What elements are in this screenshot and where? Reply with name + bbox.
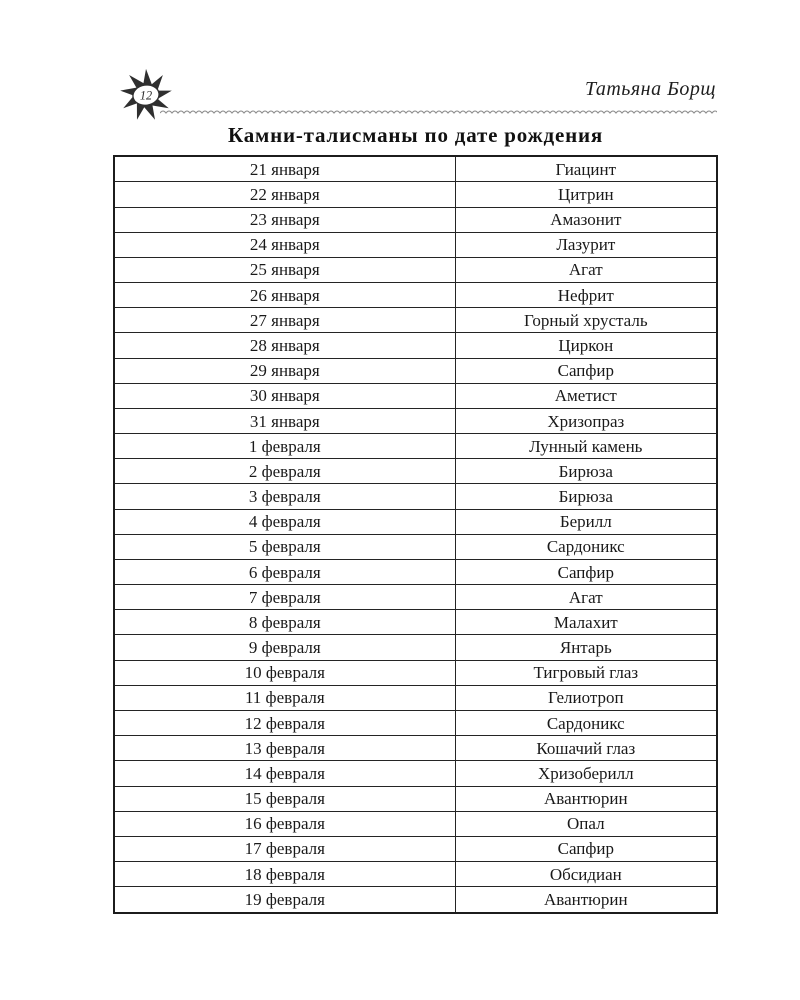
table-row	[114, 308, 717, 333]
stone-cell: Горный хрусталь	[455, 308, 717, 333]
date-cell: 31 января	[114, 408, 455, 433]
date-cell: 5 февраля	[114, 534, 455, 559]
date-cell: 30 января	[114, 383, 455, 408]
date-cell: 15 февраля	[114, 786, 455, 811]
date-cell: 12 февраля	[114, 710, 455, 735]
date-cell: 23 января	[114, 207, 455, 232]
date-cell: 16 февраля	[114, 811, 455, 836]
table-row	[114, 182, 717, 207]
table-row	[114, 257, 717, 282]
stone-cell: Тигровый глаз	[455, 660, 717, 685]
wavy-rule	[160, 107, 717, 117]
stone-cell: Нефрит	[455, 283, 717, 308]
stone-cell: Хризопраз	[455, 408, 717, 433]
table-row	[114, 283, 717, 308]
date-cell: 13 февраля	[114, 736, 455, 761]
date-cell: 19 февраля	[114, 887, 455, 913]
stone-cell: Лунный камень	[455, 434, 717, 459]
table-row	[114, 434, 717, 459]
stone-cell: Агат	[455, 257, 717, 282]
table-row	[114, 156, 717, 182]
table-row	[114, 761, 717, 786]
date-cell: 26 января	[114, 283, 455, 308]
date-cell: 1 февраля	[114, 434, 455, 459]
date-cell: 22 января	[114, 182, 455, 207]
date-cell: 11 февраля	[114, 685, 455, 710]
date-cell: 27 января	[114, 308, 455, 333]
stone-cell: Сапфир	[455, 836, 717, 861]
stone-cell: Хризоберилл	[455, 761, 717, 786]
table-row	[114, 232, 717, 257]
date-cell: 17 февраля	[114, 836, 455, 861]
talisman-table	[113, 155, 718, 914]
stone-cell: Берилл	[455, 509, 717, 534]
talisman-table-body	[114, 156, 717, 913]
stone-cell: Сардоникс	[455, 534, 717, 559]
stone-cell: Авантюрин	[455, 887, 717, 913]
table-row	[114, 383, 717, 408]
date-cell: 10 февраля	[114, 660, 455, 685]
stone-cell: Бирюза	[455, 459, 717, 484]
table-row	[114, 635, 717, 660]
stone-cell: Янтарь	[455, 635, 717, 660]
stone-cell: Гиацинт	[455, 156, 717, 182]
stone-cell: Агат	[455, 585, 717, 610]
date-cell: 24 января	[114, 232, 455, 257]
table-row	[114, 887, 717, 913]
stone-cell: Малахит	[455, 610, 717, 635]
table-row	[114, 509, 717, 534]
table-row	[114, 484, 717, 509]
date-cell: 2 февраля	[114, 459, 455, 484]
table-row	[114, 459, 717, 484]
stone-cell: Бирюза	[455, 484, 717, 509]
stone-cell: Гелиотроп	[455, 685, 717, 710]
stone-cell: Амазонит	[455, 207, 717, 232]
date-cell: 18 февраля	[114, 862, 455, 887]
date-cell: 6 февраля	[114, 559, 455, 584]
stone-cell: Циркон	[455, 333, 717, 358]
table-row	[114, 585, 717, 610]
table-row	[114, 786, 717, 811]
stone-cell: Опал	[455, 811, 717, 836]
table-row	[114, 685, 717, 710]
date-cell: 29 января	[114, 358, 455, 383]
date-cell: 7 февраля	[114, 585, 455, 610]
stone-cell: Сардоникс	[455, 710, 717, 735]
table-row	[114, 736, 717, 761]
page-title: Камни-талисманы по дате рождения	[227, 123, 604, 147]
table-row	[114, 710, 717, 735]
date-cell: 8 февраля	[114, 610, 455, 635]
table-row	[114, 811, 717, 836]
table-row	[114, 358, 717, 383]
date-cell: 21 января	[114, 156, 455, 182]
stone-cell: Аметист	[455, 383, 717, 408]
table-row	[114, 534, 717, 559]
date-cell: 14 февраля	[114, 761, 455, 786]
table-row	[114, 333, 717, 358]
date-cell: 4 февраля	[114, 509, 455, 534]
date-cell: 3 февраля	[114, 484, 455, 509]
stone-cell: Лазурит	[455, 232, 717, 257]
stone-cell: Авантюрин	[455, 786, 717, 811]
table-row	[114, 207, 717, 232]
running-header: Татьяна Борщ	[584, 78, 716, 100]
table-row	[114, 836, 717, 861]
table-row	[114, 862, 717, 887]
stone-cell: Цитрин	[455, 182, 717, 207]
stone-cell: Обсидиан	[455, 862, 717, 887]
table-row	[114, 660, 717, 685]
wavy-rule-path	[160, 111, 717, 113]
date-cell: 28 января	[114, 333, 455, 358]
table-row	[114, 610, 717, 635]
stone-cell: Сапфир	[455, 559, 717, 584]
stone-cell: Кошачий глаз	[455, 736, 717, 761]
date-cell: 9 февраля	[114, 635, 455, 660]
table-row	[114, 559, 717, 584]
page-number: 12	[139, 88, 153, 103]
date-cell: 25 января	[114, 257, 455, 282]
table-row	[114, 408, 717, 433]
stone-cell: Сапфир	[455, 358, 717, 383]
